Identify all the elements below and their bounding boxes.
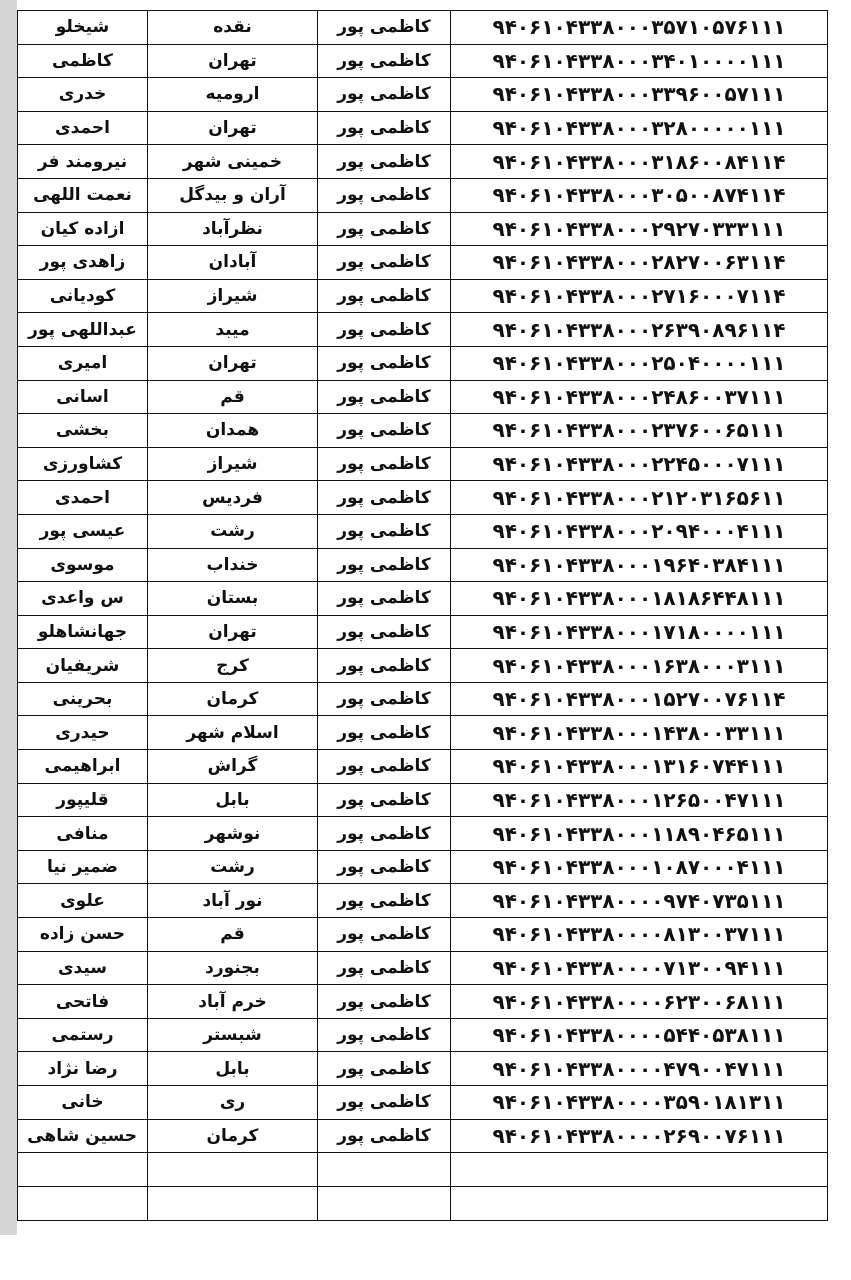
family-cell: کاظمی پور <box>318 246 451 280</box>
family-cell: کاظمی پور <box>318 615 451 649</box>
city-cell: ارومیه <box>148 78 318 112</box>
city-cell: اسلام شهر <box>148 716 318 750</box>
code-cell: ۹۴۰۶۱۰۴۳۳۸۰۰۰۲۳۷۶۰۰۶۵۱۱۱ <box>451 414 828 448</box>
city-cell: همدان <box>148 414 318 448</box>
code-cell: ۹۴۰۶۱۰۴۳۳۸۰۰۰۳۴۰۱۰۰۰۰۱۱۱ <box>451 44 828 78</box>
table-row <box>18 514 828 548</box>
city-cell: میبد <box>148 313 318 347</box>
table-row <box>18 78 828 112</box>
table-row <box>18 985 828 1019</box>
records-table <box>17 10 828 1221</box>
table-row <box>18 111 828 145</box>
table-row <box>18 246 828 280</box>
code-cell: ۹۴۰۶۱۰۴۳۳۸۰۰۰۰۴۷۹۰۰۴۷۱۱۱ <box>451 1052 828 1086</box>
table-row <box>18 1086 828 1120</box>
empty-table-row <box>18 1153 828 1187</box>
code-cell: ۹۴۰۶۱۰۴۳۳۸۰۰۰۲۱۲۰۳۱۶۵۶۱۱ <box>451 481 828 515</box>
empty-table-row <box>18 1187 828 1221</box>
city-cell: کرج <box>148 649 318 683</box>
family-cell: کاظمی پور <box>318 145 451 179</box>
records-table-wrapper <box>17 10 827 1221</box>
family-cell: کاظمی پور <box>318 78 451 112</box>
name-cell: احمدی <box>18 111 148 145</box>
family-cell: کاظمی پور <box>318 817 451 851</box>
city-cell: خنداب <box>148 548 318 582</box>
name-cell: منافی <box>18 817 148 851</box>
family-cell: کاظمی پور <box>318 111 451 145</box>
name-cell: بحرینی <box>18 682 148 716</box>
family-cell: کاظمی پور <box>318 44 451 78</box>
family-cell: کاظمی پور <box>318 1018 451 1052</box>
city-cell: تهران <box>148 111 318 145</box>
name-cell: فاتحی <box>18 985 148 1019</box>
code-cell: ۹۴۰۶۱۰۴۳۳۸۰۰۰۳۳۹۶۰۰۵۷۱۱۱ <box>451 78 828 112</box>
code-cell: ۹۴۰۶۱۰۴۳۳۸۰۰۰۱۰۸۷۰۰۰۴۱۱۱ <box>451 850 828 884</box>
family-cell: کاظمی پور <box>318 850 451 884</box>
code-cell: ۹۴۰۶۱۰۴۳۳۸۰۰۰۱۸۱۸۶۴۴۸۱۱۱ <box>451 582 828 616</box>
city-cell: نظرآباد <box>148 212 318 246</box>
table-row <box>18 615 828 649</box>
family-cell: کاظمی پور <box>318 918 451 952</box>
code-cell: ۹۴۰۶۱۰۴۳۳۸۰۰۰۰۹۷۴۰۷۳۵۱۱۱ <box>451 884 828 918</box>
city-cell: آبادان <box>148 246 318 280</box>
empty-cell <box>318 1153 451 1187</box>
city-cell: آران و بیدگل <box>148 178 318 212</box>
family-cell: کاظمی پور <box>318 985 451 1019</box>
table-row <box>18 313 828 347</box>
table-row <box>18 783 828 817</box>
code-cell: ۹۴۰۶۱۰۴۳۳۸۰۰۰۲۲۴۵۰۰۰۷۱۱۱ <box>451 447 828 481</box>
table-row <box>18 1018 828 1052</box>
city-cell: تهران <box>148 44 318 78</box>
name-cell: قلیپور <box>18 783 148 817</box>
code-cell: ۹۴۰۶۱۰۴۳۳۸۰۰۰۰۲۶۹۰۰۷۶۱۱۱ <box>451 1119 828 1153</box>
city-cell: گراش <box>148 750 318 784</box>
city-cell: نقده <box>148 11 318 45</box>
table-row <box>18 212 828 246</box>
table-row <box>18 1119 828 1153</box>
name-cell: رضا نژاد <box>18 1052 148 1086</box>
family-cell: کاظمی پور <box>318 514 451 548</box>
name-cell: شیخلو <box>18 11 148 45</box>
code-cell: ۹۴۰۶۱۰۴۳۳۸۰۰۰۰۵۴۴۰۵۳۸۱۱۱ <box>451 1018 828 1052</box>
city-cell: قم <box>148 918 318 952</box>
name-cell: جهانشاهلو <box>18 615 148 649</box>
name-cell: نعمت اللهی <box>18 178 148 212</box>
code-cell: ۹۴۰۶۱۰۴۳۳۸۰۰۰۰۳۵۹۰۱۸۱۳۱۱ <box>451 1086 828 1120</box>
family-cell: کاظمی پور <box>318 548 451 582</box>
name-cell: رستمی <box>18 1018 148 1052</box>
code-cell: ۹۴۰۶۱۰۴۳۳۸۰۰۰۲۵۰۴۰۰۰۰۱۱۱ <box>451 346 828 380</box>
name-cell: عبداللهی پور <box>18 313 148 347</box>
table-row <box>18 548 828 582</box>
code-cell: ۹۴۰۶۱۰۴۳۳۸۰۰۰۱۴۳۸۰۰۳۳۱۱۱ <box>451 716 828 750</box>
name-cell: امیری <box>18 346 148 380</box>
empty-cell <box>148 1153 318 1187</box>
city-cell: قم <box>148 380 318 414</box>
name-cell: حیدری <box>18 716 148 750</box>
city-cell: رشت <box>148 514 318 548</box>
city-cell: نور آباد <box>148 884 318 918</box>
city-cell: شیراز <box>148 279 318 313</box>
records-table-body <box>18 11 828 1221</box>
name-cell: احمدی <box>18 481 148 515</box>
page-margin-strip <box>0 0 17 1235</box>
name-cell: اسانی <box>18 380 148 414</box>
code-cell: ۹۴۰۶۱۰۴۳۳۸۰۰۰۰۷۱۳۰۰۹۴۱۱۱ <box>451 951 828 985</box>
empty-cell <box>318 1187 451 1221</box>
name-cell: علوی <box>18 884 148 918</box>
table-row <box>18 918 828 952</box>
code-cell: ۹۴۰۶۱۰۴۳۳۸۰۰۰۱۲۶۵۰۰۴۷۱۱۱ <box>451 783 828 817</box>
table-row <box>18 11 828 45</box>
code-cell: ۹۴۰۶۱۰۴۳۳۸۰۰۰۲۰۹۴۰۰۰۴۱۱۱ <box>451 514 828 548</box>
name-cell: کاظمی <box>18 44 148 78</box>
code-cell: ۹۴۰۶۱۰۴۳۳۸۰۰۰۲۷۱۶۰۰۰۷۱۱۴ <box>451 279 828 313</box>
city-cell: بستان <box>148 582 318 616</box>
name-cell: موسوی <box>18 548 148 582</box>
city-cell: خمینی شهر <box>148 145 318 179</box>
family-cell: کاظمی پور <box>318 481 451 515</box>
city-cell: رشت <box>148 850 318 884</box>
name-cell: شریفیان <box>18 649 148 683</box>
code-cell: ۹۴۰۶۱۰۴۳۳۸۰۰۰۳۱۸۶۰۰۸۴۱۱۴ <box>451 145 828 179</box>
table-row <box>18 178 828 212</box>
empty-cell <box>451 1187 828 1221</box>
name-cell: س واعدی <box>18 582 148 616</box>
code-cell: ۹۴۰۶۱۰۴۳۳۸۰۰۰۲۸۲۷۰۰۶۳۱۱۴ <box>451 246 828 280</box>
family-cell: کاظمی پور <box>318 783 451 817</box>
table-row <box>18 682 828 716</box>
empty-cell <box>18 1187 148 1221</box>
code-cell: ۹۴۰۶۱۰۴۳۳۸۰۰۰۰۶۲۳۰۰۶۸۱۱۱ <box>451 985 828 1019</box>
table-row <box>18 817 828 851</box>
city-cell: کرمان <box>148 1119 318 1153</box>
table-row <box>18 649 828 683</box>
family-cell: کاظمی پور <box>318 212 451 246</box>
family-cell: کاظمی پور <box>318 582 451 616</box>
name-cell: عیسی پور <box>18 514 148 548</box>
code-cell: ۹۴۰۶۱۰۴۳۳۸۰۰۰۰۸۱۳۰۰۳۷۱۱۱ <box>451 918 828 952</box>
city-cell: تهران <box>148 346 318 380</box>
name-cell: حسن زاده <box>18 918 148 952</box>
code-cell: ۹۴۰۶۱۰۴۳۳۸۰۰۰۱۶۳۸۰۰۰۳۱۱۱ <box>451 649 828 683</box>
family-cell: کاظمی پور <box>318 313 451 347</box>
city-cell: بجنورد <box>148 951 318 985</box>
city-cell: شبستر <box>148 1018 318 1052</box>
city-cell: خرم آباد <box>148 985 318 1019</box>
table-row <box>18 1052 828 1086</box>
code-cell: ۹۴۰۶۱۰۴۳۳۸۰۰۰۱۷۱۸۰۰۰۰۱۱۱ <box>451 615 828 649</box>
city-cell: فردیس <box>148 481 318 515</box>
table-row <box>18 481 828 515</box>
name-cell: حسین شاهی <box>18 1119 148 1153</box>
name-cell: ضمیر نیا <box>18 850 148 884</box>
family-cell: کاظمی پور <box>318 279 451 313</box>
name-cell: بخشی <box>18 414 148 448</box>
name-cell: کودیانی <box>18 279 148 313</box>
family-cell: کاظمی پور <box>318 682 451 716</box>
city-cell: بابل <box>148 1052 318 1086</box>
table-row <box>18 884 828 918</box>
name-cell: خانی <box>18 1086 148 1120</box>
table-row <box>18 44 828 78</box>
family-cell: کاظمی پور <box>318 716 451 750</box>
family-cell: کاظمی پور <box>318 414 451 448</box>
name-cell: زاهدی پور <box>18 246 148 280</box>
family-cell: کاظمی پور <box>318 884 451 918</box>
code-cell: ۹۴۰۶۱۰۴۳۳۸۰۰۰۱۳۱۶۰۷۴۴۱۱۱ <box>451 750 828 784</box>
city-cell: نوشهر <box>148 817 318 851</box>
table-row <box>18 951 828 985</box>
family-cell: کاظمی پور <box>318 649 451 683</box>
empty-cell <box>18 1153 148 1187</box>
family-cell: کاظمی پور <box>318 346 451 380</box>
family-cell: کاظمی پور <box>318 11 451 45</box>
family-cell: کاظمی پور <box>318 447 451 481</box>
city-cell: شیراز <box>148 447 318 481</box>
family-cell: کاظمی پور <box>318 750 451 784</box>
table-row <box>18 582 828 616</box>
empty-cell <box>148 1187 318 1221</box>
code-cell: ۹۴۰۶۱۰۴۳۳۸۰۰۰۱۹۶۴۰۳۸۴۱۱۱ <box>451 548 828 582</box>
name-cell: ازاده کیان <box>18 212 148 246</box>
family-cell: کاظمی پور <box>318 1052 451 1086</box>
code-cell: ۹۴۰۶۱۰۴۳۳۸۰۰۰۳۰۵۰۰۸۷۴۱۱۴ <box>451 178 828 212</box>
table-row <box>18 750 828 784</box>
family-cell: کاظمی پور <box>318 178 451 212</box>
code-cell: ۹۴۰۶۱۰۴۳۳۸۰۰۰۳۲۸۰۰۰۰۰۱۱۱ <box>451 111 828 145</box>
code-cell: ۹۴۰۶۱۰۴۳۳۸۰۰۰۳۵۷۱۰۵۷۶۱۱۱ <box>451 11 828 45</box>
name-cell: ابراهیمی <box>18 750 148 784</box>
table-row <box>18 145 828 179</box>
table-row <box>18 716 828 750</box>
city-cell: کرمان <box>148 682 318 716</box>
table-row <box>18 380 828 414</box>
code-cell: ۹۴۰۶۱۰۴۳۳۸۰۰۰۲۴۸۶۰۰۳۷۱۱۱ <box>451 380 828 414</box>
table-row <box>18 447 828 481</box>
table-row <box>18 279 828 313</box>
name-cell: خدری <box>18 78 148 112</box>
code-cell: ۹۴۰۶۱۰۴۳۳۸۰۰۰۲۶۳۹۰۸۹۶۱۱۴ <box>451 313 828 347</box>
code-cell: ۹۴۰۶۱۰۴۳۳۸۰۰۰۱۱۸۹۰۴۶۵۱۱۱ <box>451 817 828 851</box>
family-cell: کاظمی پور <box>318 1119 451 1153</box>
code-cell: ۹۴۰۶۱۰۴۳۳۸۰۰۰۱۵۲۷۰۰۷۶۱۱۴ <box>451 682 828 716</box>
code-cell: ۹۴۰۶۱۰۴۳۳۸۰۰۰۲۹۲۷۰۳۳۳۱۱۱ <box>451 212 828 246</box>
name-cell: کشاورزی <box>18 447 148 481</box>
family-cell: کاظمی پور <box>318 951 451 985</box>
city-cell: بابل <box>148 783 318 817</box>
family-cell: کاظمی پور <box>318 380 451 414</box>
table-row <box>18 346 828 380</box>
family-cell: کاظمی پور <box>318 1086 451 1120</box>
table-row <box>18 414 828 448</box>
table-row <box>18 850 828 884</box>
city-cell: ری <box>148 1086 318 1120</box>
name-cell: سیدی <box>18 951 148 985</box>
name-cell: نیرومند فر <box>18 145 148 179</box>
empty-cell <box>451 1153 828 1187</box>
city-cell: تهران <box>148 615 318 649</box>
